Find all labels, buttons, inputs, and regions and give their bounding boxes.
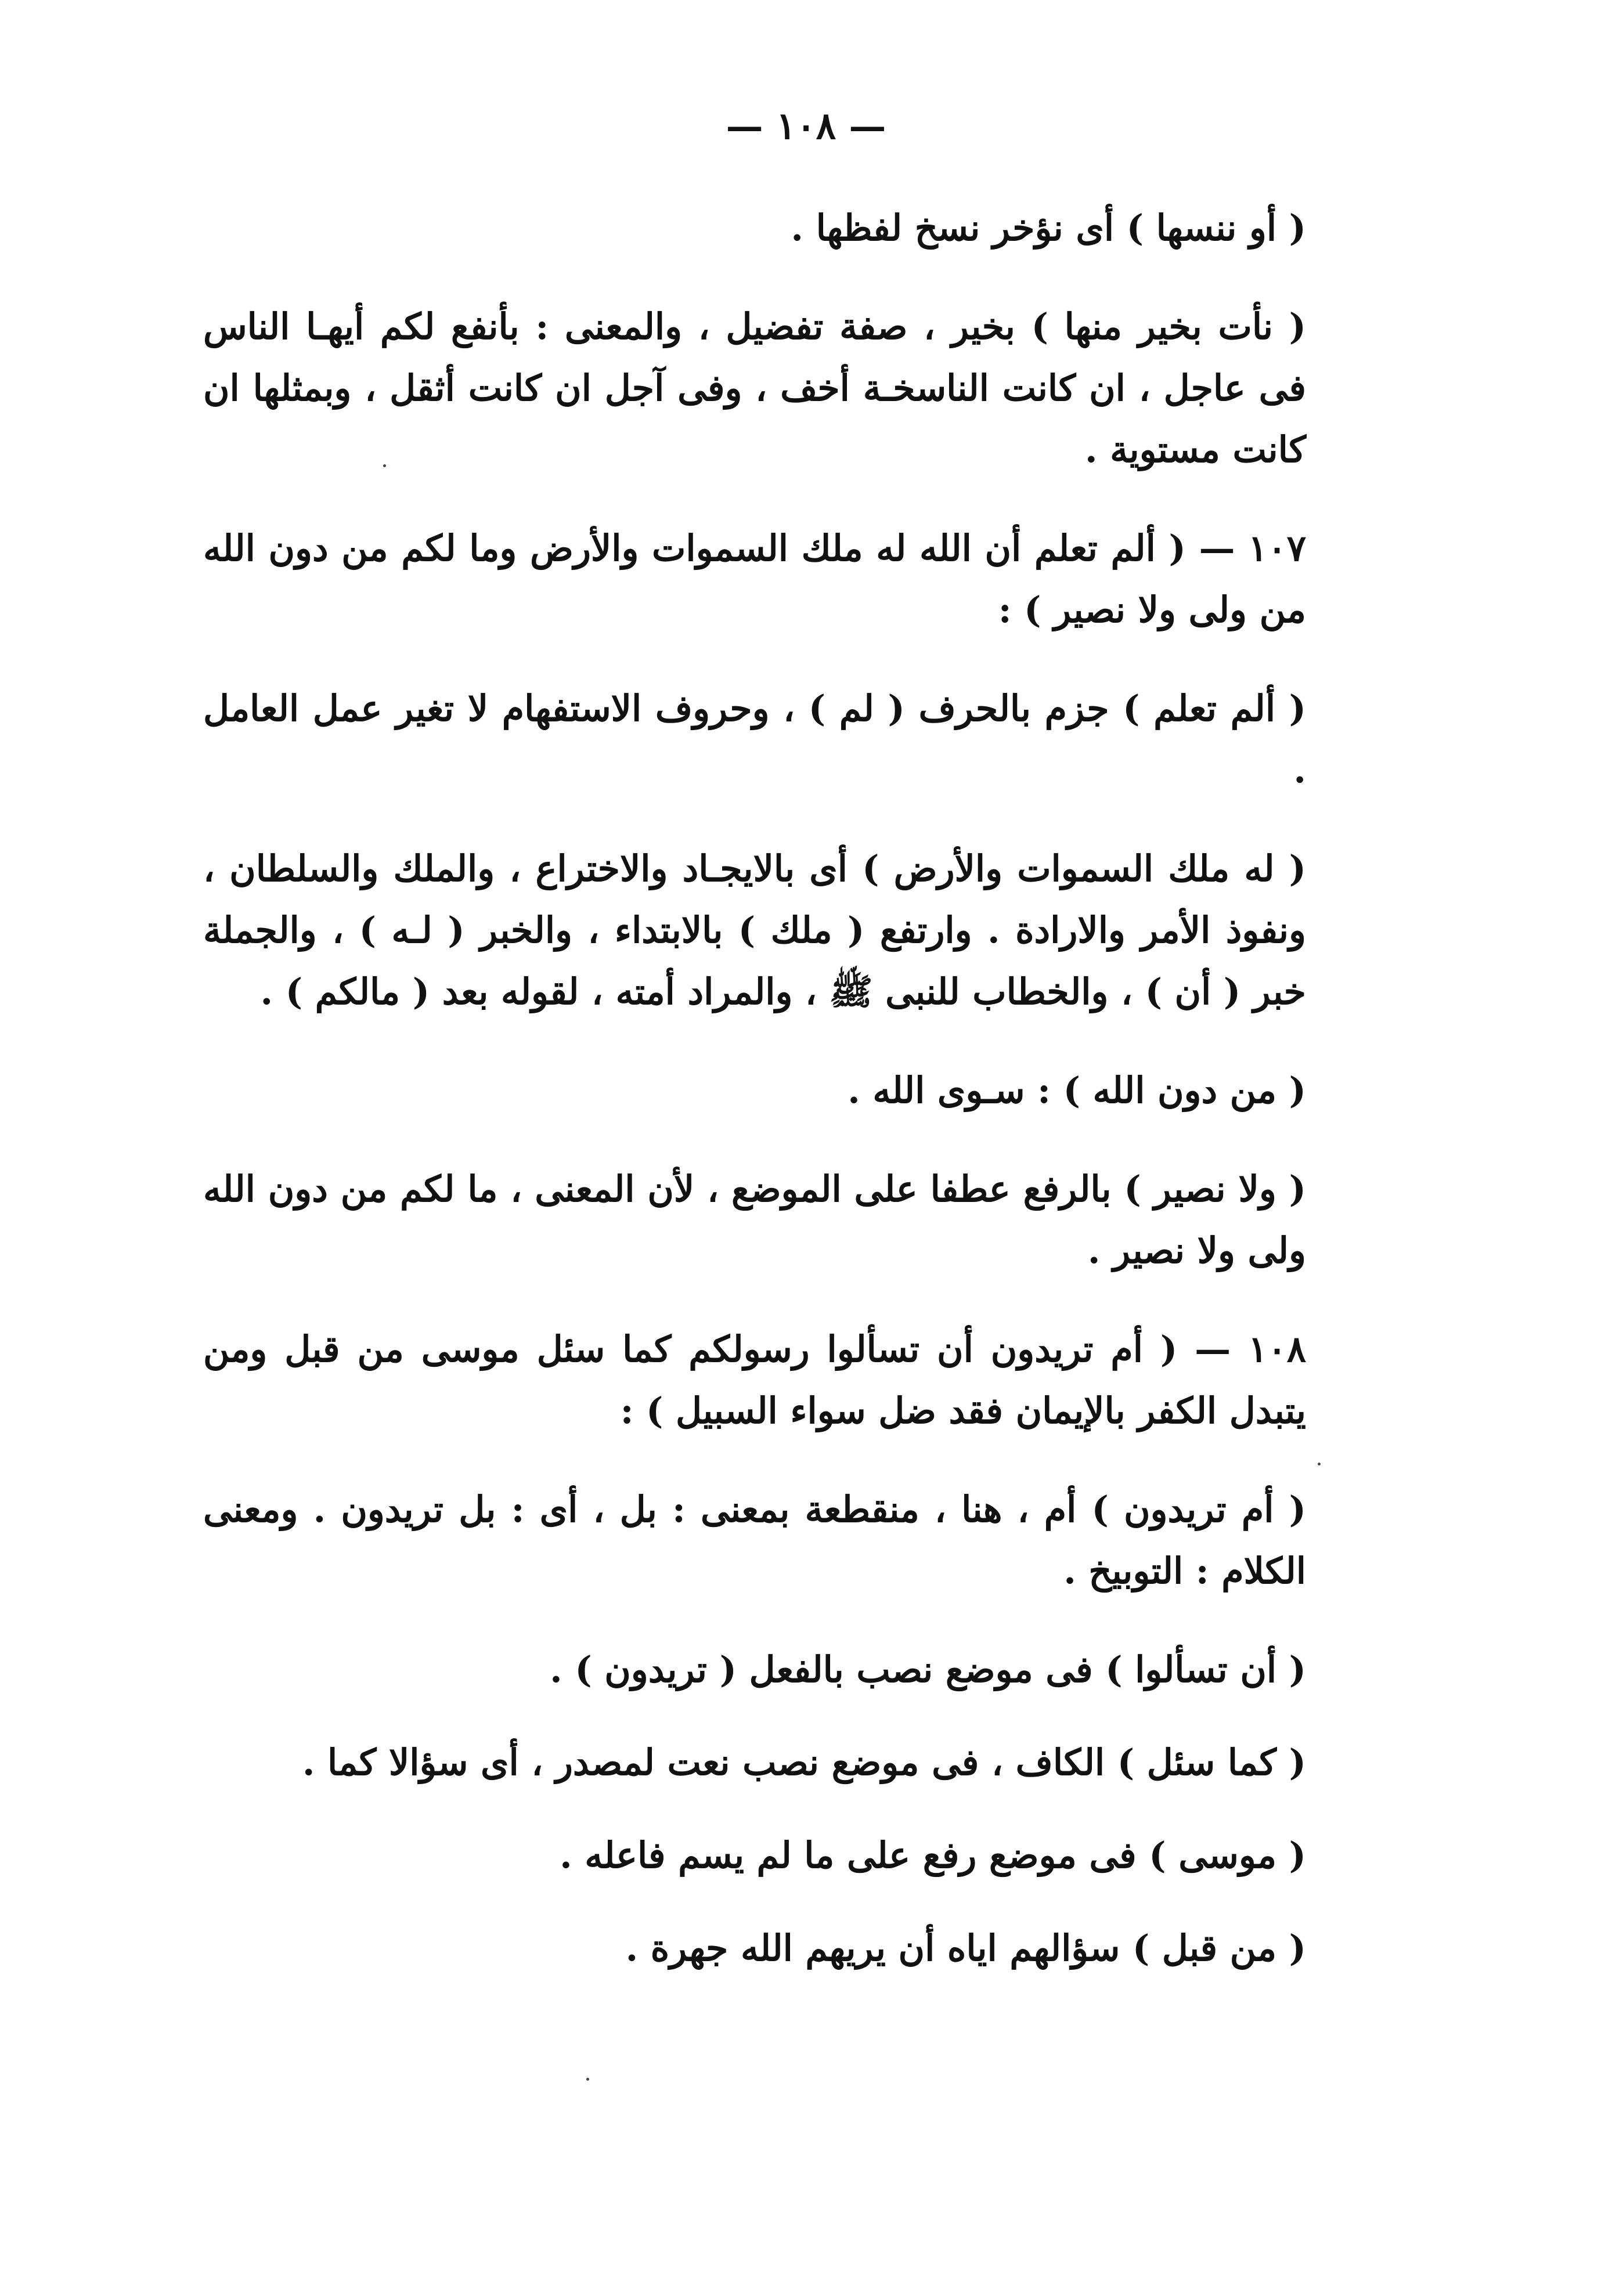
paragraph-6: ( من دون الله ) : سـوى الله . <box>848 1069 1306 1111</box>
paragraph-5: ( له ملك السموات والأرض ) أى بالايجـاد والاختراع ، والملك والسلطان ، ونفوذ الأمر والارادة . وارتفع ( ملك ) بالابتداء ، والخبر ( لـه ) ، والجملة خبر ( أن ) ، والخطاب للنبى ﷺ ، والمراد أمته ، لقوله بعد ( مالكم ) . <box>203 847 1306 1013</box>
scan-speck <box>586 2078 589 2081</box>
paragraph-10: ( أن تسألوا ) فى موضع نصب بالفعل ( تريدون ) . <box>550 1648 1306 1691</box>
paragraph-1: ( أو ننسها ) أى نؤخر نسخ لفظها . <box>791 207 1306 249</box>
page-body <box>203 197 1306 2010</box>
page-number: — ١٠٨ — <box>726 104 886 148</box>
paragraph-2: ( نأت بخير منها ) بخير ، صفة تفضيل ، والمعنى : بأنفع لكم أيهـا الناس فى عاجل ، ان كانت الناسخـة أخف ، وفى آجل ان كانت أثقل ، وبمثلها ان كانت مستوية . <box>203 305 1306 471</box>
paragraph-3: ١٠٧ — ( ألم تعلم أن الله له ملك السموات والأرض وما لكم من دون الله من ولى ولا نصير ) : <box>203 527 1306 631</box>
paragraph-7: ( ولا نصير ) بالرفع عطفا على الموضع ، لأن المعنى ، ما لكم من دون الله ولى ولا نصير . <box>203 1168 1306 1272</box>
scan-speck <box>1318 1463 1321 1465</box>
paragraph-8: ١٠٨ — ( أم تريدون أن تسألوا رسولكم كما سئل موسى من قبل ومن يتبدل الكفر بالإيمان فقد ضل سواء السبيل ) : <box>203 1328 1306 1432</box>
scan-speck <box>383 464 386 467</box>
paragraph-13: ( من قبل ) سؤالهم اياه أن يريهم الله جهرة . <box>625 1927 1306 1969</box>
paragraph-12: ( موسى ) فى موضع رفع على ما لم يسم فاعله . <box>560 1834 1306 1876</box>
paragraph-4: ( ألم تعلم ) جزم بالحرف ( لم ) ، وحروف الاستفهام لا تغير عمل العامل . <box>203 687 1306 791</box>
paragraph-11: ( كما سئل ) الكاف ، فى موضع نصب نعت لمصدر ، أى سؤالا كما . <box>302 1741 1306 1784</box>
paragraph-9: ( أم تريدون ) أم ، هنا ، منقطعة بمعنى : بل ، أى : بل تريدون . ومعنى الكلام : التوبيخ . <box>203 1488 1306 1592</box>
